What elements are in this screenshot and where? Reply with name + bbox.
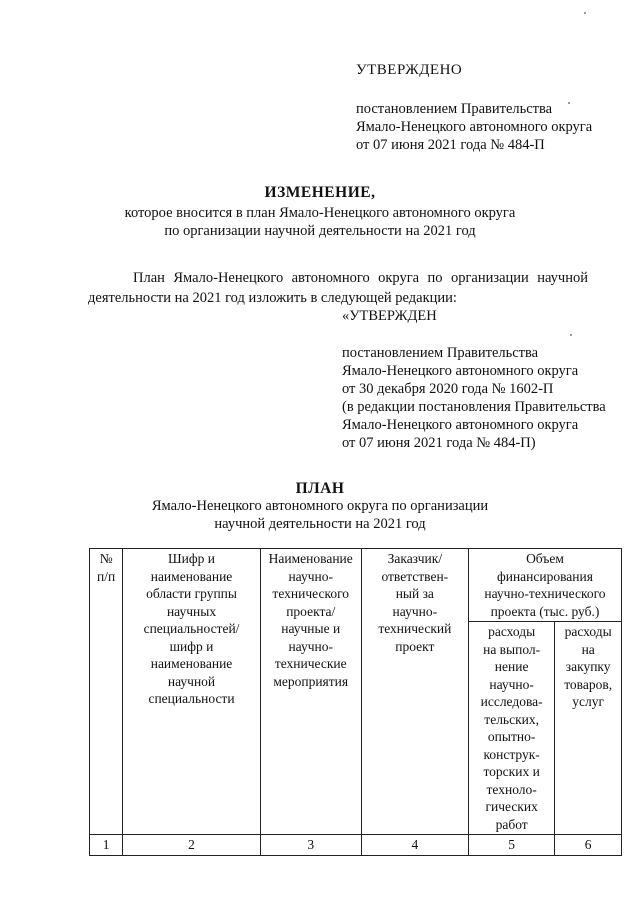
header-num: № п/п <box>90 549 123 835</box>
column-number: 1 <box>90 835 123 856</box>
approved-2-line: постановлением Правительства <box>342 345 539 361</box>
header-goods-costs: расходы на закупку товаров, услуг <box>555 622 622 835</box>
table-header-row <box>90 549 622 622</box>
intro-line-2: деятельности на 2021 год изложить в следующей редакции: <box>88 290 457 306</box>
column-number: 5 <box>468 835 554 856</box>
column-number: 3 <box>260 835 361 856</box>
plan-subtitle-line: Ямало-Ненецкого автономного округа по организации <box>151 498 489 514</box>
approved-2-lines <box>342 344 606 452</box>
approved-2-line: Ямало-Ненецкого автономного округа <box>342 417 579 433</box>
scan-speck <box>570 334 572 336</box>
header-code: Шифр и наименование области группы научных специальностей/ шифр и наименование научной специальности <box>123 549 260 835</box>
change-subtitle <box>0 204 640 240</box>
approved-line: постановлением Правительства <box>356 101 553 117</box>
header-research-costs: расходы на выпол- нение научно- исследова- тельских, опытно- конструк- торских и техноло- гических работ <box>468 622 554 835</box>
approved-line: Ямало-Ненецкого автономного округа <box>356 119 593 135</box>
change-title: ИЗМЕНЕНИЕ, <box>264 184 376 201</box>
scan-speck <box>584 12 586 14</box>
approved-2-line: Ямало-Ненецкого автономного округа <box>342 363 579 379</box>
header-customer: Заказчик/ ответствен- ный за научно- технический проект <box>361 549 468 835</box>
plan-subtitle-line: научной деятельности на 2021 год <box>214 516 426 532</box>
change-subtitle-line: по организации научной деятельности на 2021 год <box>164 223 476 239</box>
plan-title: ПЛАН <box>295 480 345 497</box>
column-number: 4 <box>361 835 468 856</box>
approved-2-line: от 30 декабря 2020 года № 1602-П <box>342 381 554 397</box>
header-project-name: Наименование научно- технического проекта/ научные и научно- технические мероприятия <box>260 549 361 835</box>
approved-2-title: «УТВЕРЖДЕН <box>342 308 437 324</box>
approved-title: УТВЕРЖДЕНО <box>356 62 463 78</box>
plan-table <box>89 548 622 856</box>
column-number: 6 <box>555 835 622 856</box>
approved-2-line: от 07 июня 2021 года № 484-П) <box>342 435 536 451</box>
approved-lines <box>356 100 592 154</box>
column-number: 2 <box>123 835 260 856</box>
change-subtitle-line: которое вносится в план Ямало-Ненецкого автономного округа <box>124 205 516 221</box>
column-numbers-row <box>90 835 622 856</box>
approved-line: от 07 июня 2021 года № 484-П <box>356 137 545 153</box>
scan-speck <box>568 102 570 104</box>
approved-2-line: (в редакции постановления Правительства <box>342 399 606 415</box>
header-volume: Объем финансирования научно-технического проекта (тыс. руб.) <box>468 549 621 622</box>
plan-subtitle <box>0 497 640 533</box>
intro-line-1: План Ямало-Ненецкого автономного округа по организации научной <box>133 270 588 286</box>
